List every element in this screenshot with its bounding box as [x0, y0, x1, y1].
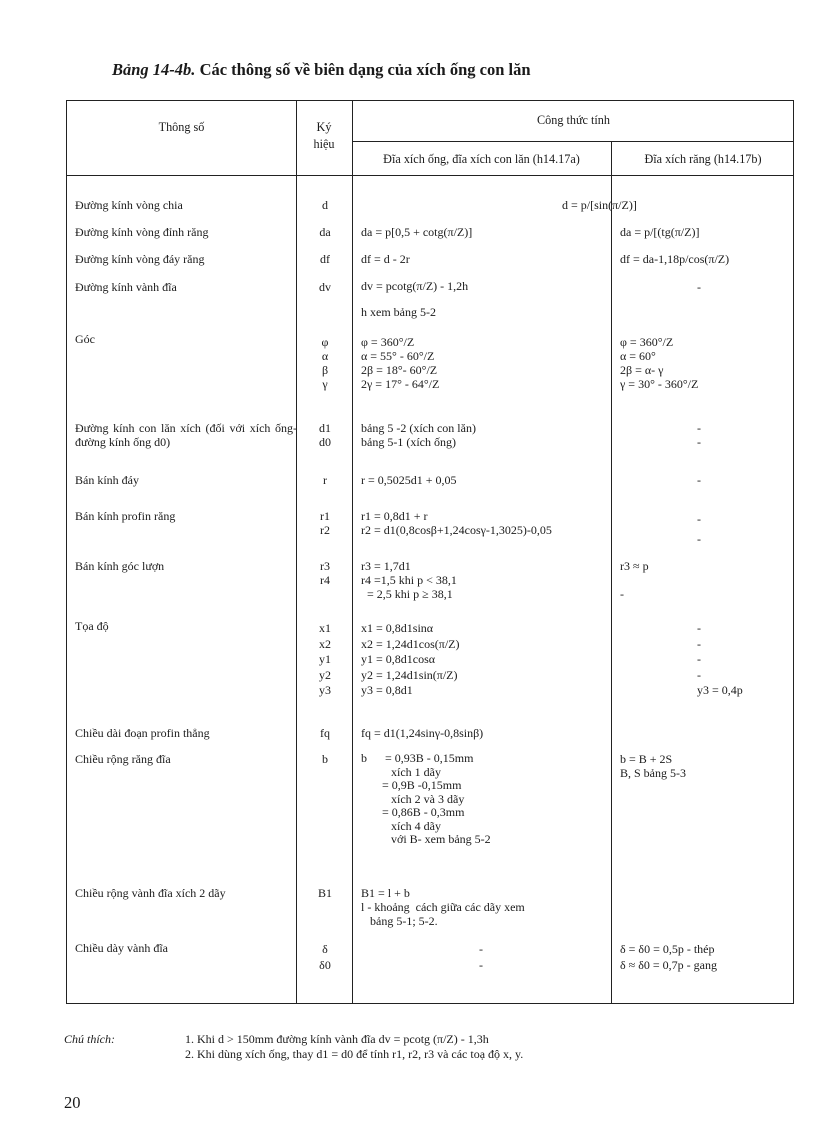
row-13-symbol: B1: [317, 886, 332, 900]
row-13-param: Chiều rộng vành đĩa xích 2 dãy: [75, 886, 226, 900]
row-13-formula-a: B1 = l + b l - khoảng cách giữa các dãy xem bảng 5-1; 5-2.: [361, 886, 525, 928]
row-12-param: Chiều rộng răng đĩa: [75, 752, 171, 766]
row-4-formula-a: dv = pcotg(π/Z) - 1,2h h xem bảng 5-2: [361, 279, 469, 319]
row-8-symbol: r1 r2: [320, 509, 330, 537]
header-sub-a: Đĩa xích ống, đĩa xích con lăn (h14.17a): [383, 152, 580, 166]
row-3-param: Đường kính vòng đáy răng: [75, 252, 205, 266]
row-4-param: Đường kính vành đĩa: [75, 280, 177, 294]
row-3-formula-a: df = d - 2r: [361, 252, 410, 266]
row-12-symbol: b: [322, 752, 328, 766]
row-7-formula-b: -: [697, 473, 701, 487]
row-2-formula-b: da = p/[(tg(π/Z)]: [620, 225, 700, 239]
row-4-formula-b: -: [697, 280, 701, 294]
row-6-param: Đường kính con lăn xích (đối với xích ống-đường kính ống d0): [75, 421, 297, 449]
row-9-formula-b: r3 ≈ p -: [620, 559, 649, 601]
row-10-param: Tọa độ: [75, 619, 109, 633]
header-formula: Công thức tính: [537, 113, 610, 127]
row-11-param: Chiều dài đoạn profin thẳng: [75, 726, 210, 740]
row-2-symbol: da: [319, 225, 331, 239]
row-12-formula-a: b = 0,93B - 0,15mm xích 1 dãy = 0,9B -0,15mm xích 2 và 3 dãy = 0,86B - 0,3mm xích 4 dãy với B- xem bảng 5-2: [361, 751, 491, 846]
row-10-formula-a: x1 = 0,8d1sinα x2 = 1,24d1cos(π/Z) y1 = 0,8d1cosα y2 = 1,24d1sin(π/Z) y3 = 0,8d1: [361, 621, 460, 697]
row-9-param: Bán kính góc lượn: [75, 559, 165, 573]
header-param: Thông số: [158, 120, 205, 134]
row-1-symbol: d: [322, 198, 328, 212]
col-divider-3: [611, 141, 612, 1003]
header-bottom-line: [67, 175, 793, 176]
table-title: [112, 60, 531, 80]
notes-label: Chú thích:: [64, 1032, 115, 1046]
row-14-formula-a: - -: [479, 942, 483, 972]
row-3-formula-b: df = da-1,18p/cos(π/Z): [620, 252, 730, 266]
row-7-symbol: r: [323, 473, 327, 487]
row-12-formula-b: b = B + 2S B, S bảng 5-3: [620, 752, 686, 780]
row-7-formula-a: r = 0,5025d1 + 0,05: [361, 473, 457, 487]
row-6-symbol: d1 d0: [319, 421, 331, 449]
row-5-formula-a: φ = 360°/Z α = 55° - 60°/Z 2β = 18°- 60°/Z 2γ = 17° - 64°/Z: [361, 335, 440, 391]
row-10-formula-b: - - - - y3 = 0,4p: [697, 621, 743, 697]
row-9-symbol: r3 r4: [320, 559, 330, 587]
row-2-param: Đường kính vòng đỉnh răng: [75, 225, 209, 239]
parameters-table: [66, 100, 794, 1004]
row-11-symbol: fq: [320, 726, 330, 740]
note-2: 2. Khi dùng xích ống, thay d1 = d0 để tính r1, r2, r3 và các toạ độ x, y.: [185, 1047, 524, 1061]
table-title-text: Các thông số về biên dạng của xích ống con lăn: [199, 60, 531, 79]
page-number: 20: [64, 1093, 81, 1112]
header-subline: [352, 141, 793, 142]
row-8-formula-b: - -: [697, 512, 701, 546]
row-6-formula-b: - -: [697, 421, 701, 449]
row-14-formula-b: δ = δ0 = 0,5p - thép δ ≈ δ0 = 0,7p - gang: [620, 942, 717, 972]
row-9-formula-a: r3 = 1,7d1 r4 =1,5 khi p < 38,1 = 2,5 khi p ≥ 38,1: [361, 559, 457, 601]
row-1-param: Đường kính vòng chia: [75, 198, 183, 212]
header-sub-b: Đĩa xích răng (h14.17b): [644, 152, 762, 166]
row-4-symbol: dv: [319, 280, 331, 294]
row-3-symbol: df: [320, 252, 330, 266]
row-8-formula-a: r1 = 0,8d1 + r r2 = d1(0,8cosβ+1,24cosγ-1,3025)-0,05: [361, 509, 552, 537]
row-10-symbol: x1 x2 y1 y2 y3: [319, 621, 331, 697]
row-14-symbol: δ δ0: [319, 942, 331, 972]
col-divider-2: [352, 101, 353, 1003]
row-8-param: Bán kính profin răng: [75, 509, 176, 523]
table-title-label: Bảng 14-4b.: [112, 60, 196, 79]
header-symbol: Ký hiệu: [313, 120, 335, 151]
row-14-param: Chiều dày vành đĩa: [75, 941, 168, 955]
row-1-formula-span: d = p/[sin(π/Z)]: [562, 198, 637, 212]
row-7-param: Bán kính đáy: [75, 473, 139, 487]
row-5-param: Góc: [75, 332, 95, 346]
row-5-formula-b: φ = 360°/Z α = 60° 2β = α- γ γ = 30° - 360°/Z: [620, 335, 699, 391]
row-6-formula-a: bảng 5 -2 (xích con lăn) bảng 5-1 (xích ống): [361, 421, 476, 449]
row-2-formula-a: da = p[0,5 + cotg(π/Z)]: [361, 225, 473, 239]
row-11-formula-a: fq = d1(1,24sinγ-0,8sinβ): [361, 726, 484, 740]
note-1: 1. Khi d > 150mm đường kính vành đĩa dv = pcotg (π/Z) - 1,3h: [185, 1032, 489, 1046]
row-5-symbol: φ α β γ: [321, 335, 329, 391]
